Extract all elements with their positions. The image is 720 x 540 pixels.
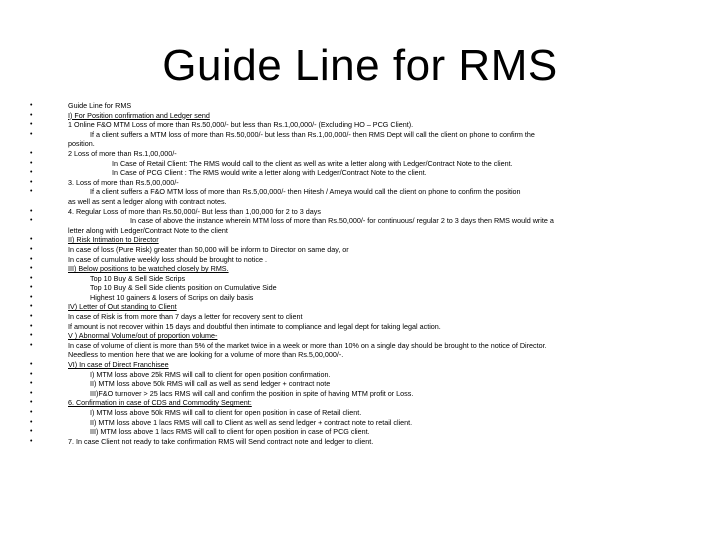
- list-item: • 3. Loss of more than Rs.5,00,000/-: [30, 178, 694, 188]
- section-heading: • I) For Position confirmation and Ledger send: [30, 111, 694, 121]
- list-item: • Top 10 Buy & Sell Side Scrips: [30, 274, 694, 284]
- list-item: • If a client suffers a MTM loss of more than Rs.50,000/- but less than Rs.1,00,000/- then RMS Dept will call the client on phone to confirm the: [30, 130, 694, 140]
- list-item: • 1 Online F&O MTM Loss of more than Rs.50,000/- but less than Rs.1,00,000/- (Excluding HO – PCG Client).: [30, 120, 694, 130]
- list-item: • If a client suffers a F&O MTM loss of more than Rs.5,00,000/- then Hitesh / Ameya would call the client on phone to confirm the position: [30, 187, 694, 197]
- list-item: • In case of above the instance wherein MTM loss of more than Rs.50,000/- for continuous/ regular 2 to 3 days then RMS would write a: [30, 216, 694, 226]
- list-item: • III)F&O turnover > 25 lacs RMS will call and confirm the position in spite of having MTM profit or Loss.: [30, 389, 694, 399]
- list-item: • 7. In case Client not ready to take confirmation RMS will Send contract note and ledger to client.: [30, 437, 694, 447]
- list-item-continuation: letter along with Ledger/Contract Note to the client: [68, 225, 228, 235]
- list-item-continuation: Needless to mention here that we are looking for a volume of more than Rs.5,00,000/-.: [68, 350, 344, 360]
- section-heading: • 6. Confirmation in case of CDS and Commodity Segment:: [30, 398, 694, 408]
- list-item: • In case of cumulative weekly loss should be brought to notice .: [30, 255, 694, 265]
- list-item: • 4. Regular Loss of more than Rs.50,000/- But less than 1,00,000 for 2 to 3 days: [30, 207, 694, 217]
- list-item: • I) MTM loss above 25k RMS will call to client for open position confirmation.: [30, 370, 694, 380]
- list-item: • In case of Risk is from more than 7 days a letter for recovery sent to client: [30, 312, 694, 322]
- list-item: • Highest 10 gainers & losers of Scrips on daily basis: [30, 293, 694, 303]
- list-item: • II) MTM loss above 1 lacs RMS will call to Client as well as send ledger + contract note to retail client.: [30, 418, 694, 428]
- list-item: • In case of volume of client is more than 5% of the market twice in a week or more than 10% on a single day should be brought to the notice of Director.: [30, 341, 694, 351]
- list-item: • In case of loss (Pure Risk) greater than 50,000 will be inform to Director on same day, or: [30, 245, 694, 255]
- list-item: • II) MTM loss above 50k RMS will call as well as send ledger + contract note: [30, 379, 694, 389]
- list-item-continuation: as well as sent a ledger along with contract notes.: [68, 196, 227, 206]
- guideline-list: [30, 101, 694, 446]
- section-heading: • V ) Abnormal Volume/out of proportion volume-: [30, 331, 694, 341]
- list-item: • If amount is not recover within 15 days and doubtful then intimate to compliance and legal dept for taking legal action.: [30, 322, 694, 332]
- slide-title: Guide Line for RMS: [162, 41, 558, 90]
- section-heading: • III) Below positions to be watched closely by RMS.: [30, 264, 694, 274]
- section-heading: • VI) In case of Direct Franchisee: [30, 360, 694, 370]
- list-item-continuation: position.: [68, 139, 95, 149]
- list-item: • 2 Loss of more than Rs.1,00,000/-: [30, 149, 694, 159]
- list-item: • III) MTM loss above 1 lacs RMS will call to client for open position in case of PCG client.: [30, 427, 694, 437]
- list-item: • Top 10 Buy & Sell Side clients position on Cumulative Side: [30, 283, 694, 293]
- section-heading: • IV) Letter of Out standing to Client: [30, 302, 694, 312]
- list-item: • In Case of PCG Client : The RMS would write a letter along with Ledger/Contract Note to the client.: [30, 168, 694, 178]
- list-item: • I) MTM loss above 50k RMS will call to client for open position in case of Retail client.: [30, 408, 694, 418]
- list-item: • Guide Line for RMS: [30, 101, 694, 111]
- section-heading: • II) Risk Intimation to Director: [30, 235, 694, 245]
- list-item: • In Case of Retail Client: The RMS would call to the client as well as write a letter along with Ledger/Contract Note to the client.: [30, 159, 694, 169]
